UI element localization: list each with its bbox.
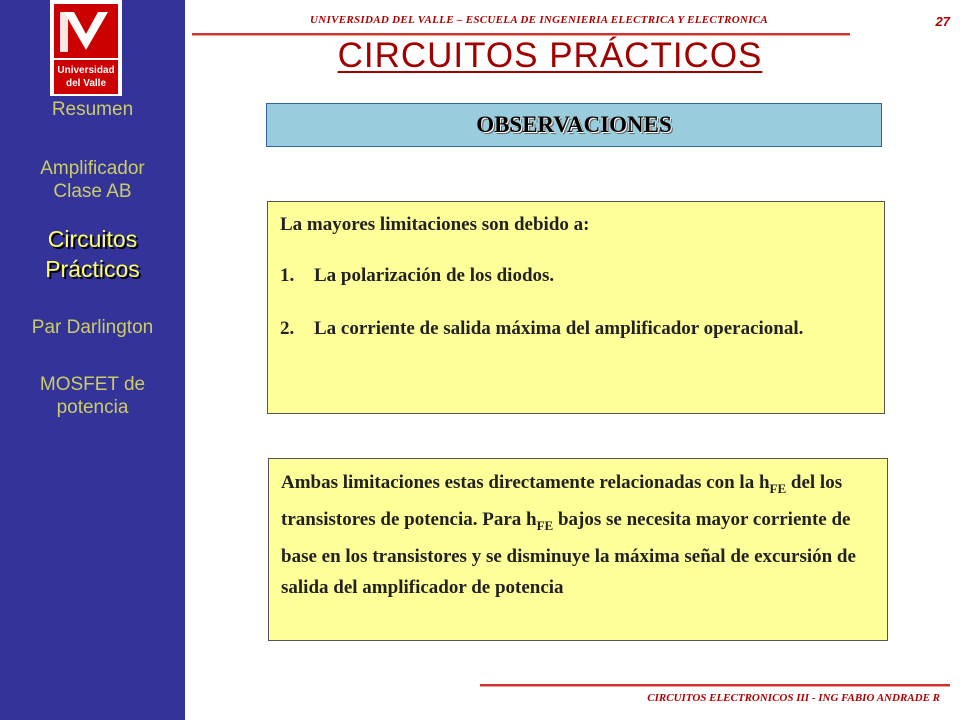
list-item-text: La polarización de los diodos.	[314, 265, 555, 286]
explanation-box	[268, 458, 888, 641]
sidebar-item-label-2: Clase AB	[53, 181, 132, 202]
observations-label: OBSERVACIONES	[476, 112, 672, 137]
list-item-text: La corriente de salida máxima del amplificador operacional.	[314, 318, 804, 339]
footer-rule	[480, 684, 950, 687]
explanation-text-3: bajos se necesita mayor corriente de base en los transistores y se disminuye la máxima señal de excursión de salida del amplificador de potencia	[281, 508, 856, 598]
sidebar-item-label: Amplificador	[40, 158, 145, 179]
sidebar-item-resumen[interactable]	[0, 98, 185, 121]
sidebar-item-label: Par Darlington	[31, 317, 154, 338]
footer-text: CIRCUITOS ELECTRONICOS III - ING FABIO ANDRADE R	[647, 692, 940, 704]
sidebar-item-label-2: potencia	[56, 397, 129, 418]
sidebar-item-label: MOSFET de	[39, 374, 146, 395]
list-item-number: 2.	[280, 318, 295, 339]
sidebar-item-amplificador-clase-ab[interactable]	[0, 157, 185, 203]
logo-line-2: del Valle	[65, 78, 107, 89]
explanation-text-1: Ambas limitaciones estas directamente relacionadas con la h	[281, 472, 770, 493]
hfe-subscript-2: FE	[536, 517, 554, 533]
sidebar-item-label: Resumen	[51, 99, 134, 120]
page-title-text: CIRCUITOS PRÁCTICOS	[337, 36, 763, 75]
page-title	[0, 36, 960, 76]
list-item	[280, 313, 872, 344]
list-item	[280, 260, 872, 291]
limitations-box	[267, 201, 885, 414]
logo-line-1: Universidad	[57, 65, 115, 76]
list-item-number: 1.	[280, 265, 295, 286]
sidebar-item-par-darlington[interactable]	[0, 316, 185, 339]
observations-banner	[266, 103, 882, 147]
page-number: 27	[935, 14, 950, 29]
sidebar-item-label-2: Prácticos	[45, 256, 140, 282]
explanation-text-2: del los transistores de potencia. Para h	[281, 472, 843, 530]
header-institution: UNIVERSIDAD DEL VALLE – ESCUELA DE INGENIERIA ELECTRICA Y ELECTRONICA	[310, 14, 769, 26]
sidebar-item-circuitos-practicos[interactable]	[0, 224, 185, 284]
sidebar-item-label: Circuitos	[47, 226, 138, 252]
sidebar	[0, 0, 185, 720]
hfe-subscript-1: FE	[769, 480, 787, 496]
sidebar-item-mosfet-de-potencia[interactable]	[0, 373, 185, 419]
limitations-intro: La mayores limitaciones son debido a:	[280, 214, 590, 235]
